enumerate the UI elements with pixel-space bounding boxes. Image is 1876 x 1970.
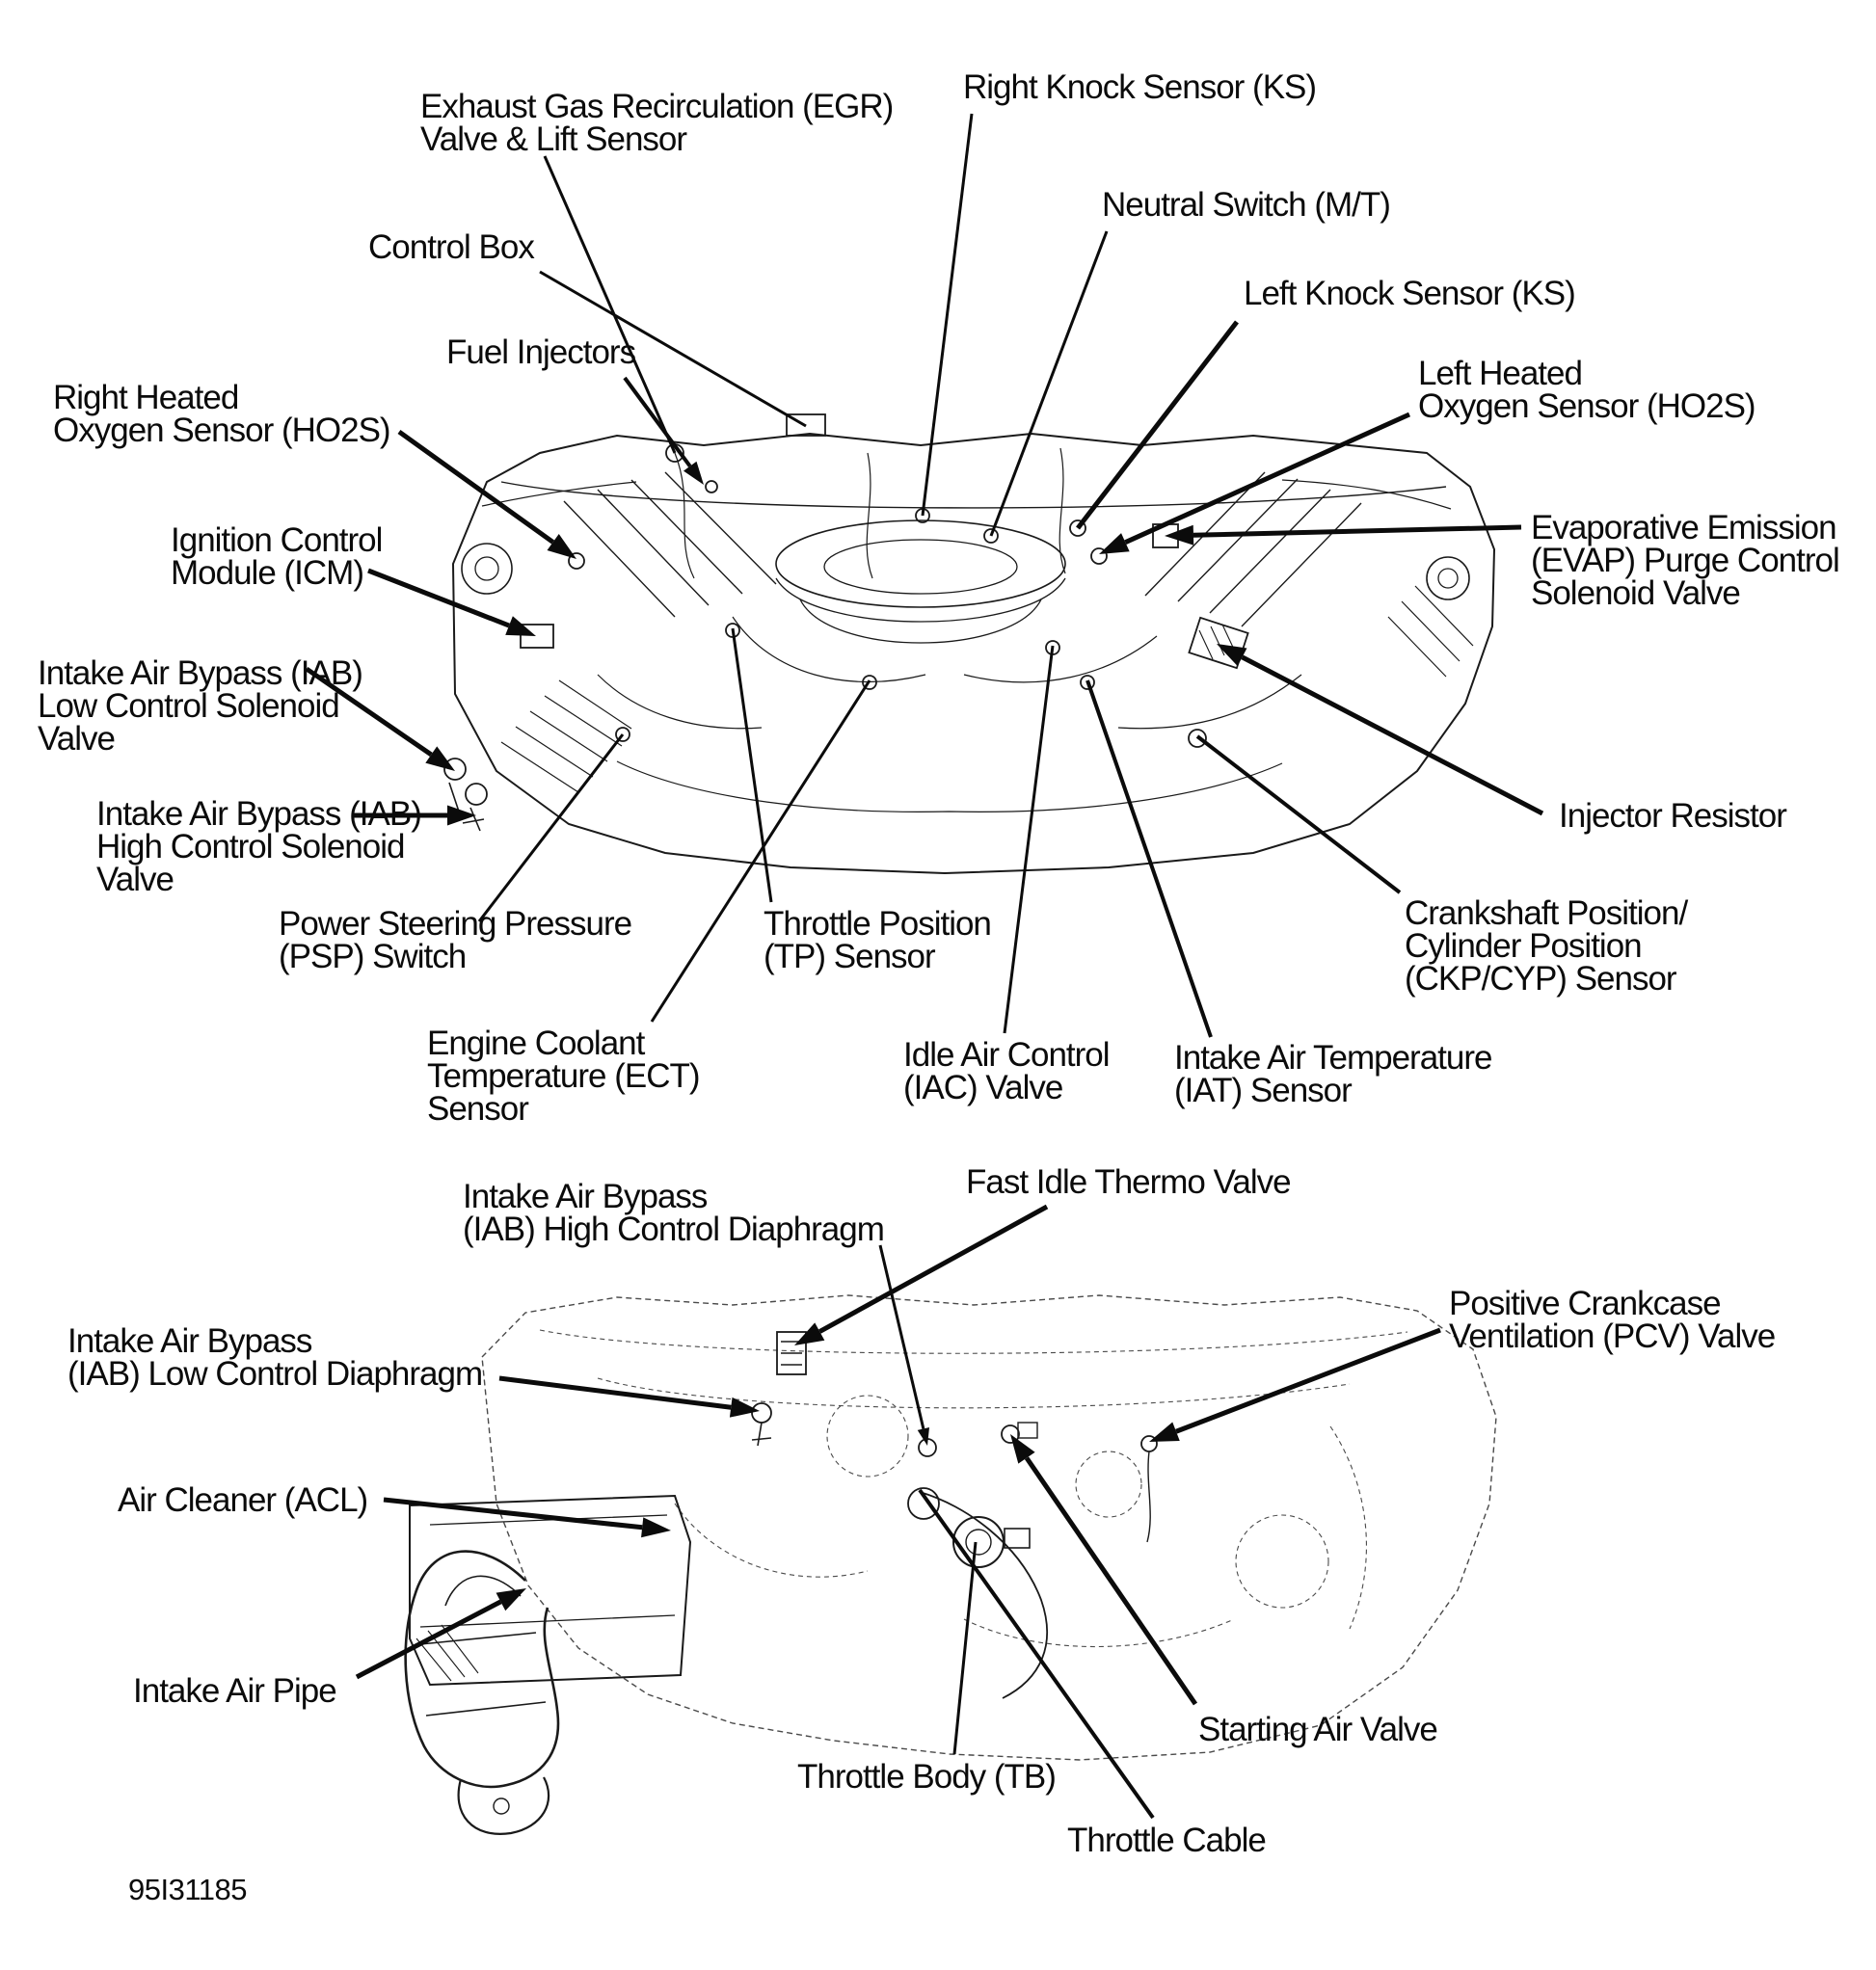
label-control-box-line: Control Box <box>368 228 534 266</box>
leader-line-evap-purge-control-solenoid-valve <box>1193 527 1521 535</box>
label-left-knock-sensor <box>1244 275 1575 312</box>
label-ect-sensor <box>427 1027 700 1126</box>
label-right-heated-oxygen-sensor-line: Right Heated <box>53 379 239 416</box>
label-fast-idle-thermo-valve-line: Fast Idle Thermo Valve <box>966 1163 1291 1201</box>
label-starting-air-valve-line: Starting Air Valve <box>1198 1711 1437 1748</box>
label-neutral-switch-line: Neutral Switch (M/T) <box>1102 186 1390 224</box>
leader-arrowhead-right-heated-oxygen-sensor <box>548 534 576 559</box>
label-iat-sensor-line: Intake Air Temperature <box>1174 1039 1492 1077</box>
leader-arrowhead-air-cleaner <box>641 1517 671 1537</box>
leader-arrowhead-iab-high-control-solenoid-valve <box>447 806 476 826</box>
label-iab-high-control-diaphragm-line: (IAB) High Control Diaphragm <box>463 1211 884 1248</box>
label-pcv-valve <box>1449 1285 1776 1355</box>
label-iab-high-control-solenoid-valve-line: Intake Air Bypass (IAB) <box>96 795 421 833</box>
label-right-heated-oxygen-sensor <box>53 379 390 449</box>
label-starting-air-valve <box>1198 1711 1437 1748</box>
label-throttle-position-sensor <box>764 905 991 975</box>
label-iab-low-control-diaphragm-line: Intake Air Bypass <box>67 1322 312 1360</box>
top-engine-illustration <box>444 414 1494 873</box>
leader-line-neutral-switch <box>991 231 1107 536</box>
label-iat-sensor <box>1174 1039 1492 1109</box>
label-ckp-cyp-sensor-line: Crankshaft Position/ <box>1405 894 1688 932</box>
leader-line-iac-valve <box>1005 646 1053 1033</box>
label-pcv-valve-line: Positive Crankcase <box>1449 1285 1721 1322</box>
leader-line-iab-high-control-diaphragm <box>880 1245 924 1428</box>
label-left-heated-oxygen-sensor <box>1418 355 1755 425</box>
label-intake-air-pipe <box>133 1672 336 1710</box>
leader-line-throttle-body <box>954 1542 976 1754</box>
label-left-knock-sensor-line: Left Knock Sensor (KS) <box>1244 275 1575 312</box>
label-evap-purge-control-solenoid-valve-line: Solenoid Valve <box>1531 574 1740 612</box>
label-ect-sensor-line: Engine Coolant <box>427 1025 645 1062</box>
label-fuel-injectors <box>446 333 636 371</box>
label-ect-sensor-line: Sensor <box>427 1090 528 1128</box>
label-iab-high-control-solenoid-valve-line: Valve <box>96 861 174 898</box>
label-evap-purge-control-solenoid-valve <box>1531 509 1839 612</box>
leader-line-pcv-valve <box>1176 1330 1440 1431</box>
leader-line-right-knock-sensor <box>923 114 972 516</box>
label-iat-sensor-line: (IAT) Sensor <box>1174 1072 1352 1109</box>
label-intake-air-pipe-line: Intake Air Pipe <box>133 1672 336 1710</box>
figure-id-code: 95I31185 <box>128 1873 247 1906</box>
leader-line-egr-valve-lift-sensor <box>545 156 675 453</box>
leader-arrowhead-fuel-injectors <box>683 462 704 485</box>
leader-arrowhead-evap-purge-control-solenoid-valve <box>1165 525 1193 546</box>
label-throttle-body <box>797 1758 1056 1796</box>
label-iab-low-control-diaphragm-line: (IAB) Low Control Diaphragm <box>67 1355 483 1393</box>
bottom-engine-illustration <box>406 1295 1496 1834</box>
label-egr-valve-lift-sensor-line: Exhaust Gas Recirculation (EGR) <box>420 88 894 125</box>
label-iab-low-control-diaphragm <box>67 1322 483 1393</box>
label-right-heated-oxygen-sensor-line: Oxygen Sensor (HO2S) <box>53 412 390 449</box>
label-iab-low-control-solenoid-valve-line: Low Control Solenoid <box>38 687 339 725</box>
label-iac-valve-line: (IAC) Valve <box>903 1069 1063 1106</box>
label-throttle-cable-line: Throttle Cable <box>1067 1822 1266 1859</box>
label-neutral-switch <box>1102 186 1390 224</box>
leader-arrowhead-fast-idle-thermo-valve <box>794 1322 824 1345</box>
label-egr-valve-lift-sensor-line: Valve & Lift Sensor <box>420 120 687 158</box>
label-ckp-cyp-sensor-line: Cylinder Position <box>1405 927 1642 965</box>
label-ignition-control-module-line: Ignition Control <box>171 521 383 559</box>
leader-line-intake-air-pipe <box>357 1602 500 1677</box>
label-fuel-injectors-line: Fuel Injectors <box>446 333 636 371</box>
label-air-cleaner-line: Air Cleaner (ACL) <box>118 1481 368 1519</box>
label-right-knock-sensor-line: Right Knock Sensor (KS) <box>963 68 1317 106</box>
label-iab-high-control-solenoid-valve-line: High Control Solenoid <box>96 828 405 865</box>
label-injector-resistor-line: Injector Resistor <box>1559 797 1786 835</box>
label-ect-sensor-line: Temperature (ECT) <box>427 1057 700 1095</box>
label-iab-high-control-diaphragm-line: Intake Air Bypass <box>463 1178 708 1215</box>
label-iab-high-control-solenoid-valve <box>96 795 421 898</box>
label-fast-idle-thermo-valve <box>966 1163 1291 1201</box>
leader-arrowhead-left-heated-oxygen-sensor <box>1099 533 1130 554</box>
label-iab-low-control-solenoid-valve <box>38 654 362 758</box>
label-iab-low-control-solenoid-valve-line: Valve <box>38 720 115 758</box>
label-power-steering-pressure-switch-line: (PSP) Switch <box>279 938 467 975</box>
leader-line-left-knock-sensor <box>1078 322 1237 528</box>
leader-line-fuel-injectors <box>625 378 690 466</box>
label-ignition-control-module-line: Module (ICM) <box>171 554 363 592</box>
label-iac-valve <box>903 1036 1110 1106</box>
label-right-knock-sensor <box>963 68 1317 106</box>
label-left-heated-oxygen-sensor-line: Oxygen Sensor (HO2S) <box>1418 387 1755 425</box>
label-throttle-position-sensor-line: Throttle Position <box>764 905 991 943</box>
leader-arrowhead-ignition-control-module <box>505 616 536 636</box>
leader-arrowhead-pcv-valve <box>1149 1422 1180 1442</box>
label-ignition-control-module <box>171 521 383 592</box>
label-throttle-position-sensor-line: (TP) Sensor <box>764 938 935 975</box>
label-iab-high-control-diaphragm <box>463 1178 884 1248</box>
label-power-steering-pressure-switch-line: Power Steering Pressure <box>279 905 632 943</box>
label-power-steering-pressure-switch <box>279 905 632 975</box>
label-throttle-cable <box>1067 1824 1266 1857</box>
leader-line-ignition-control-module <box>368 571 509 626</box>
leader-line-left-heated-oxygen-sensor <box>1125 414 1409 543</box>
label-throttle-body-line: Throttle Body (TB) <box>797 1758 1056 1796</box>
label-control-box <box>368 228 534 266</box>
leader-line-power-steering-pressure-switch <box>479 734 623 921</box>
label-evap-purge-control-solenoid-valve-line: (EVAP) Purge Control <box>1531 542 1839 579</box>
label-injector-resistor <box>1559 797 1786 835</box>
label-ckp-cyp-sensor-line: (CKP/CYP) Sensor <box>1405 960 1676 998</box>
label-evap-purge-control-solenoid-valve-line: Evaporative Emission <box>1531 509 1836 546</box>
label-air-cleaner <box>118 1481 368 1519</box>
leader-arrowhead-intake-air-pipe <box>496 1588 526 1611</box>
label-left-heated-oxygen-sensor-line: Left Heated <box>1418 355 1582 392</box>
label-ckp-cyp-sensor <box>1405 894 1688 998</box>
leader-line-air-cleaner <box>384 1500 642 1528</box>
label-iab-low-control-solenoid-valve-line: Intake Air Bypass (IAB) <box>38 654 362 692</box>
label-pcv-valve-line: Ventilation (PCV) Valve <box>1449 1318 1776 1355</box>
label-iac-valve-line: Idle Air Control <box>903 1036 1110 1074</box>
leader-line-ckp-cyp-sensor <box>1197 736 1400 892</box>
label-egr-valve-lift-sensor <box>420 88 894 158</box>
leader-line-starting-air-valve <box>1027 1458 1195 1704</box>
